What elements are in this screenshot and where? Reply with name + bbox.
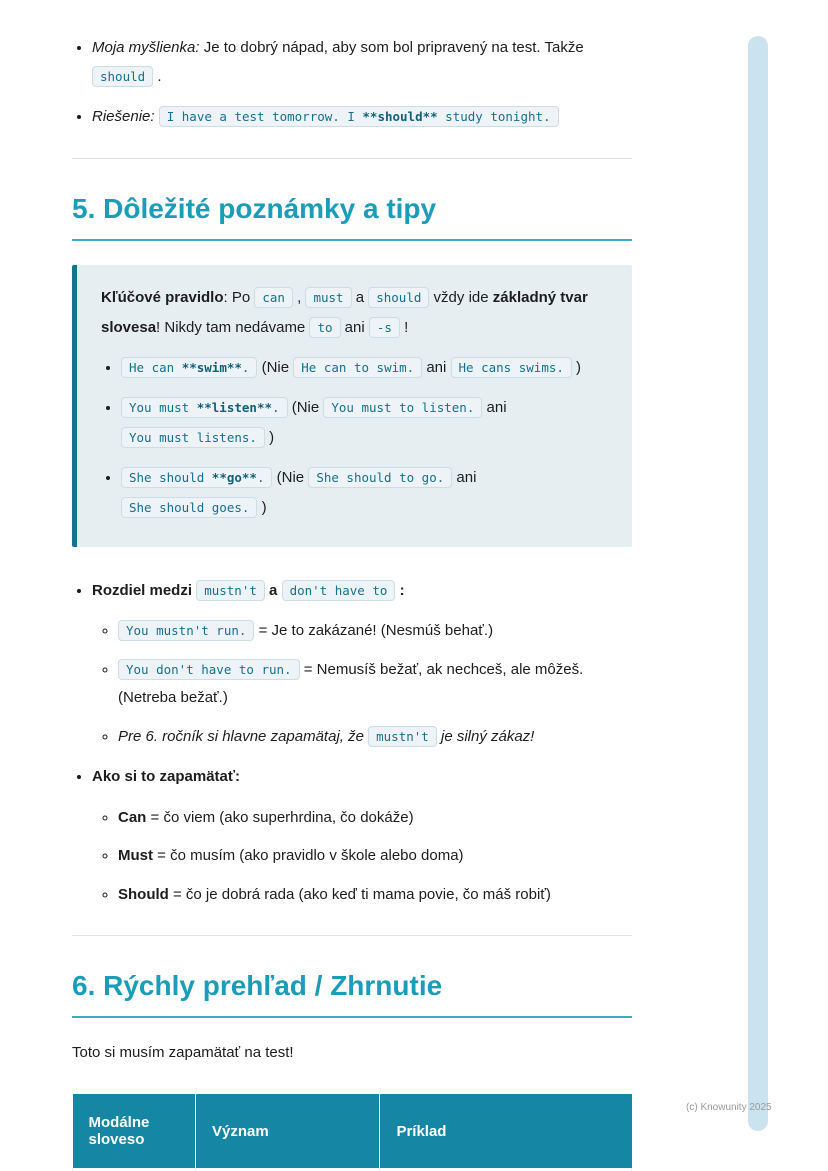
callout-box: [72, 265, 632, 547]
list-item: [92, 763, 632, 909]
code-chip: must: [305, 287, 351, 308]
intro-bullet-2-text: Riešenie: I have a test tomorrow. I **should** study tonight.: [92, 108, 559, 125]
table-header-cell: Príklad: [380, 1094, 632, 1169]
list-item: [92, 34, 632, 91]
code-chip: He can to swim.: [293, 357, 422, 378]
code-chip: He cans swims.: [451, 357, 572, 378]
list-item: [121, 353, 608, 383]
code-chip: You must to listen.: [323, 397, 482, 418]
code-chip: You don't have to run.: [118, 659, 300, 680]
code-chip: mustn't: [368, 726, 437, 747]
section-divider: [72, 158, 632, 159]
section-5-title: 5. Dôležité poznámky a tipy: [72, 193, 632, 241]
tips-list: [72, 577, 632, 910]
tips-sub-1-1: You mustn't run. = Je to zakázané! (Nesmúš behať.): [118, 622, 493, 639]
code-chip: He can **swim**.: [121, 357, 257, 378]
callout-bullet-1: He can **swim**. (Nie He can to swim. ani He cans swims. ): [121, 359, 581, 376]
code-chip: to: [309, 317, 340, 338]
tips-sublist-2: [92, 804, 632, 910]
list-item: [92, 577, 632, 752]
code-chip: should: [92, 66, 153, 87]
summary-table: [72, 1093, 632, 1171]
section-6-title: 6. Rýchly prehľad / Zhrnutie: [72, 970, 632, 1018]
list-item: [118, 617, 632, 646]
intro-list: [72, 34, 632, 132]
code-chip: don't have to: [282, 580, 396, 601]
tips-sub-2-1: Can = čo viem (ako superhrdina, čo dokáže): [118, 808, 414, 826]
list-item: [121, 393, 608, 453]
table-header-cell: Význam: [195, 1094, 379, 1169]
callout-bullet-3: She should **go**. (Nie She should to go. ani She should goes. ): [121, 469, 476, 516]
footer-credit: (c) Knowunity 2025: [686, 1102, 772, 1113]
code-chip: She should **go**.: [121, 467, 272, 488]
list-item: [118, 804, 632, 833]
callout-list: [101, 353, 608, 523]
code-chip: mustn't: [196, 580, 265, 601]
tips-sub-2-2: Must = čo musím (ako pravidlo v škole alebo doma): [118, 847, 464, 864]
table-header-row: [73, 1094, 632, 1169]
tips-item-1-text: Rozdiel medzi mustn't a don't have to :: [92, 581, 405, 599]
scrollbar-thumb[interactable]: [748, 36, 768, 1131]
list-item: [118, 723, 632, 752]
code-chip: You mustn't run.: [118, 620, 254, 641]
document-content: [72, 0, 632, 1171]
list-item: [118, 656, 632, 713]
code-chip: You must **listen**.: [121, 397, 288, 418]
tips-sub-1-2: You don't have to run. = Nemusíš bežať, ak nechceš, ale môžeš. (Netreba bežať.): [118, 660, 584, 706]
code-chip: She should to go.: [308, 467, 452, 488]
code-chip: She should goes.: [121, 497, 257, 518]
tips-item-2-text: Ako si to zapamätať:: [92, 768, 241, 785]
code-chip: I have a test tomorrow. I **should** study tonight.: [159, 106, 559, 127]
list-item: [118, 881, 632, 910]
table-header-cell: Modálne sloveso: [73, 1094, 196, 1169]
section-divider: [72, 935, 632, 936]
code-chip: should: [368, 287, 429, 308]
list-item: [92, 103, 632, 132]
tips-sublist-1: [92, 617, 632, 751]
callout-bullet-2: You must **listen**. (Nie You must to listen. ani You must listens. ): [121, 399, 507, 446]
code-chip: -s: [369, 317, 400, 338]
section-6-lead: Toto si musím zapamätať na test!: [72, 1044, 294, 1061]
code-chip: can: [254, 287, 293, 308]
callout-intro: Kľúčové pravidlo: Po can , must a should vždy ide základný tvar slovesa! Nikdy tam nedávame to ani -s !: [101, 288, 588, 336]
intro-bullet-1-text: Moja myšlienka: Je to dobrý nápad, aby som bol pripravený na test. Takže should .: [92, 39, 584, 85]
tips-sub-1-3: Pre 6. ročník si hlavne zapamätaj, že mustn't je silný zákaz!: [118, 727, 535, 745]
list-item: [118, 842, 632, 871]
list-item: [121, 463, 608, 523]
tips-sub-2-3: Should = čo je dobrá rada (ako keď ti mama povie, čo máš robiť): [118, 885, 551, 903]
code-chip: You must listens.: [121, 427, 265, 448]
